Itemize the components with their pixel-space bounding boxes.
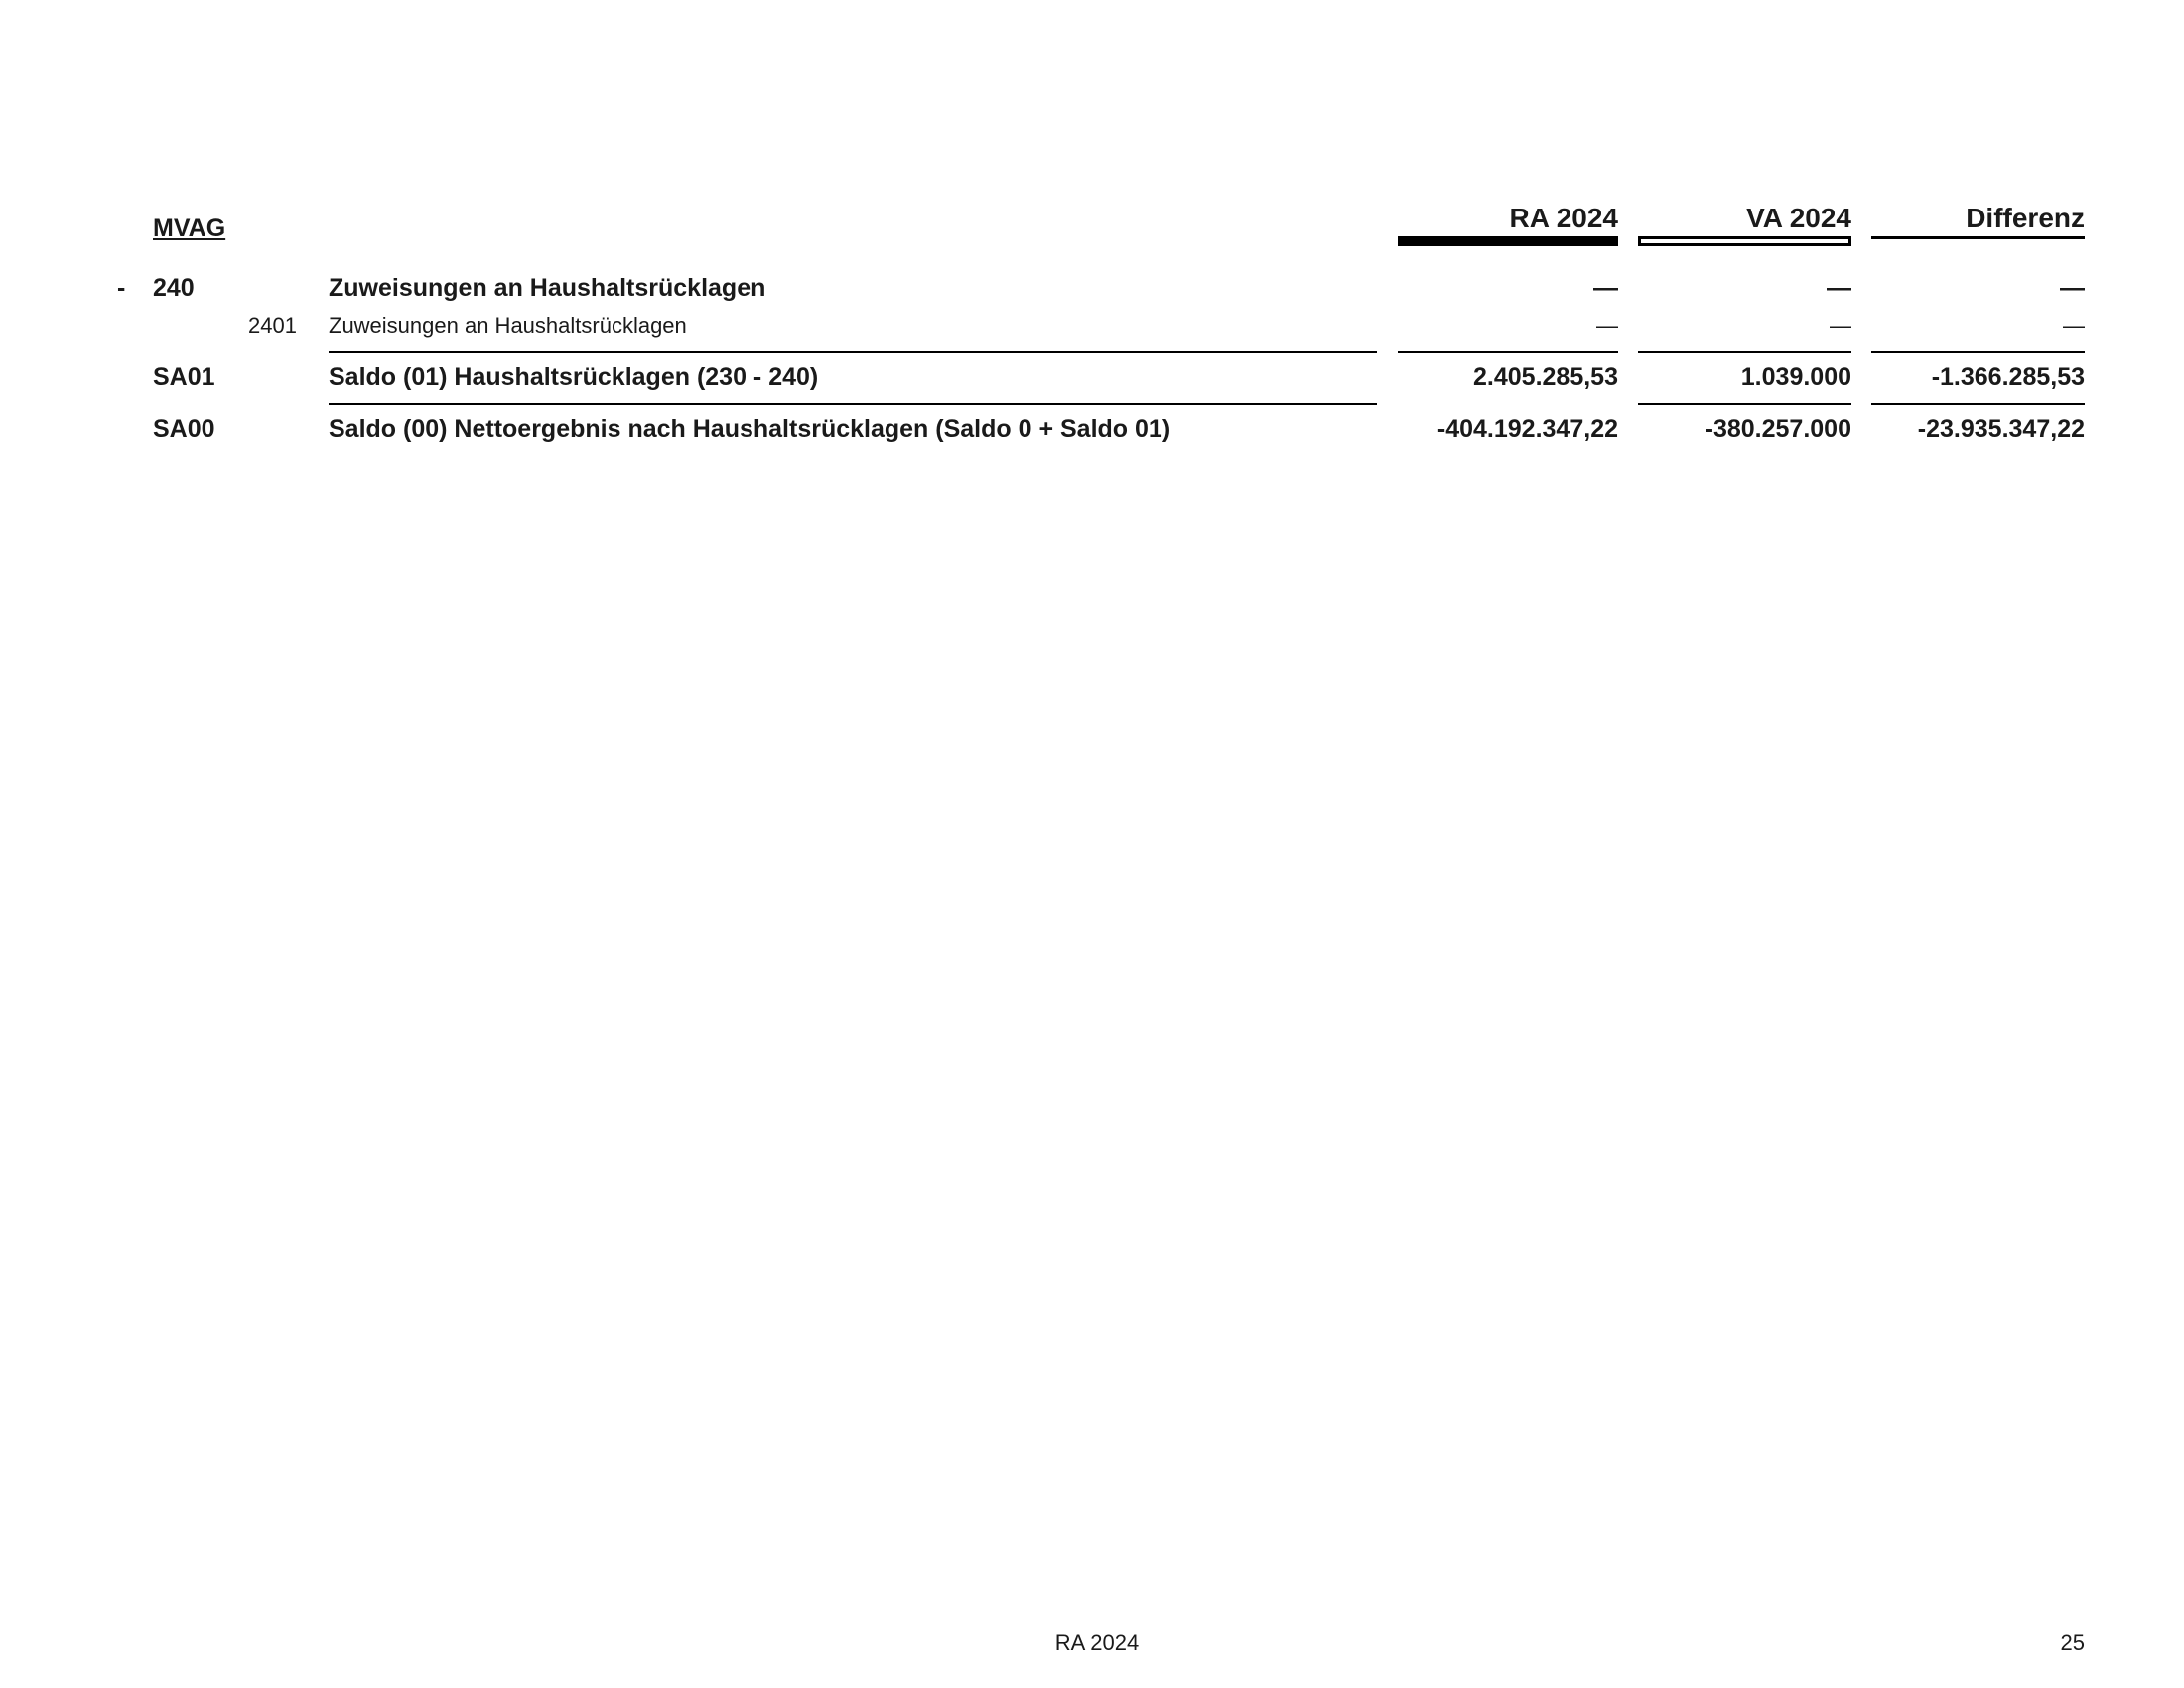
total-rule (1638, 403, 1851, 405)
row-code: SA01 (153, 363, 215, 391)
column-header-va-2024: VA 2024 (1746, 203, 1851, 233)
row-label: Saldo (00) Nettoergebnis nach Haushaltsrücklagen (Saldo 0 + Saldo 01) (329, 415, 1171, 443)
row-value-ra: — (1593, 274, 1618, 302)
differenz-column-marker-bar (1871, 236, 2085, 239)
column-header-ra-2024: RA 2024 (1509, 203, 1618, 233)
row-code: SA00 (153, 415, 215, 443)
row-value-va: — (1830, 313, 1851, 338)
total-rule (329, 403, 1377, 405)
row-label: Saldo (01) Haushaltsrücklagen (230 - 240) (329, 363, 819, 391)
row-value-ra: — (1596, 313, 1618, 338)
row-value-diff: — (2060, 274, 2085, 302)
subtotal-rule (329, 351, 1377, 353)
row-value-va: 1.039.000 (1740, 363, 1851, 391)
subtotal-rule (1871, 351, 2085, 353)
row-value-diff: — (2063, 313, 2085, 338)
row-value-diff: -23.935.347,22 (1917, 415, 2085, 443)
row-code: 240 (153, 274, 195, 302)
row-sign: - (117, 274, 126, 302)
row-label: Zuweisungen an Haushaltsrücklagen (329, 274, 766, 302)
row-label: Zuweisungen an Haushaltsrücklagen (329, 313, 687, 338)
row-value-ra: 2.405.285,53 (1473, 363, 1618, 391)
footer-title: RA 2024 (1054, 1630, 1140, 1655)
row-value-ra: -404.192.347,22 (1436, 415, 1618, 443)
page-number: 25 (2060, 1630, 2085, 1655)
column-header-differenz: Differenz (1966, 203, 2085, 233)
total-rule (1871, 403, 2085, 405)
subtotal-rule (1398, 351, 1618, 353)
ra-column-marker-bar (1398, 236, 1618, 246)
subtotal-rule (1638, 351, 1851, 353)
row-subcode: 2401 (248, 313, 297, 338)
va-column-marker-bar (1638, 236, 1851, 246)
row-value-va: -380.257.000 (1705, 415, 1851, 443)
row-value-diff: -1.366.285,53 (1931, 363, 2085, 391)
row-value-va: — (1827, 274, 1851, 302)
mvag-column-header: MVAG (153, 214, 226, 242)
